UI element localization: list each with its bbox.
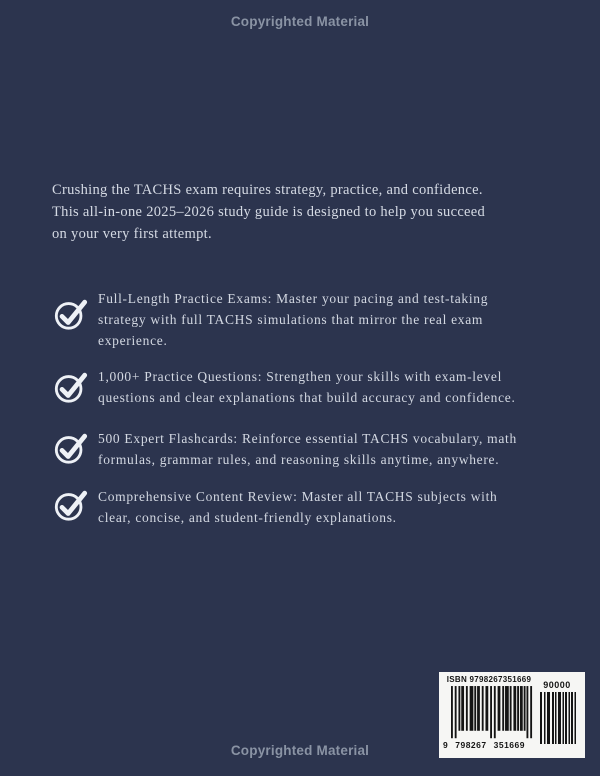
feature-text (98, 486, 548, 528)
ean-barcode-bars (451, 686, 533, 742)
feature-line: 1,000+ Practice Questions: Strengthen your skills with exam-level (98, 369, 503, 384)
check-circle-icon (53, 369, 89, 405)
price-addon-barcode (540, 692, 576, 744)
feature-line: formulas, grammar rules, and reasoning skills anytime, anywhere. (98, 452, 500, 467)
ean-digit-lead: 9 (443, 740, 449, 750)
intro-line: Crushing the TACHS exam requires strategy, practice, and confidence. (52, 182, 483, 198)
ean-digit-group2: 351669 (493, 740, 525, 750)
check-circle-icon (53, 487, 89, 523)
feature-text (98, 288, 548, 351)
ean-digit-group1: 798267 (455, 740, 487, 750)
feature-text (98, 428, 548, 470)
intro-line: on your very first attempt. (52, 226, 212, 242)
feature-line: strategy with full TACHS simulations that mirror the real exam (98, 312, 484, 327)
feature-line: clear, concise, and student-friendly explanations. (98, 510, 397, 525)
copyright-watermark-bottom: Copyrighted Material (230, 743, 370, 758)
feature-line: Full-Length Practice Exams: Master your pacing and test-taking (98, 291, 489, 306)
feature-text (98, 366, 548, 408)
check-circle-icon (53, 430, 89, 466)
intro-line: This all-in-one 2025–2026 study guide is designed to help you succeed (52, 204, 486, 220)
ean-barcode (443, 686, 533, 750)
intro-paragraph (52, 179, 572, 245)
copyright-watermark-top: Copyrighted Material (230, 14, 370, 29)
isbn-label: ISBN 9798267351669 (446, 675, 532, 684)
price-addon-code: 90000 (543, 680, 571, 690)
feature-line: experience. (98, 333, 168, 348)
feature-line: 500 Expert Flashcards: Reinforce essential TACHS vocabulary, math (98, 431, 517, 446)
feature-line: Comprehensive Content Review: Master all TACHS subjects with (98, 489, 498, 504)
check-circle-icon (53, 296, 89, 332)
feature-line: questions and clear explanations that build accuracy and confidence. (98, 390, 516, 405)
